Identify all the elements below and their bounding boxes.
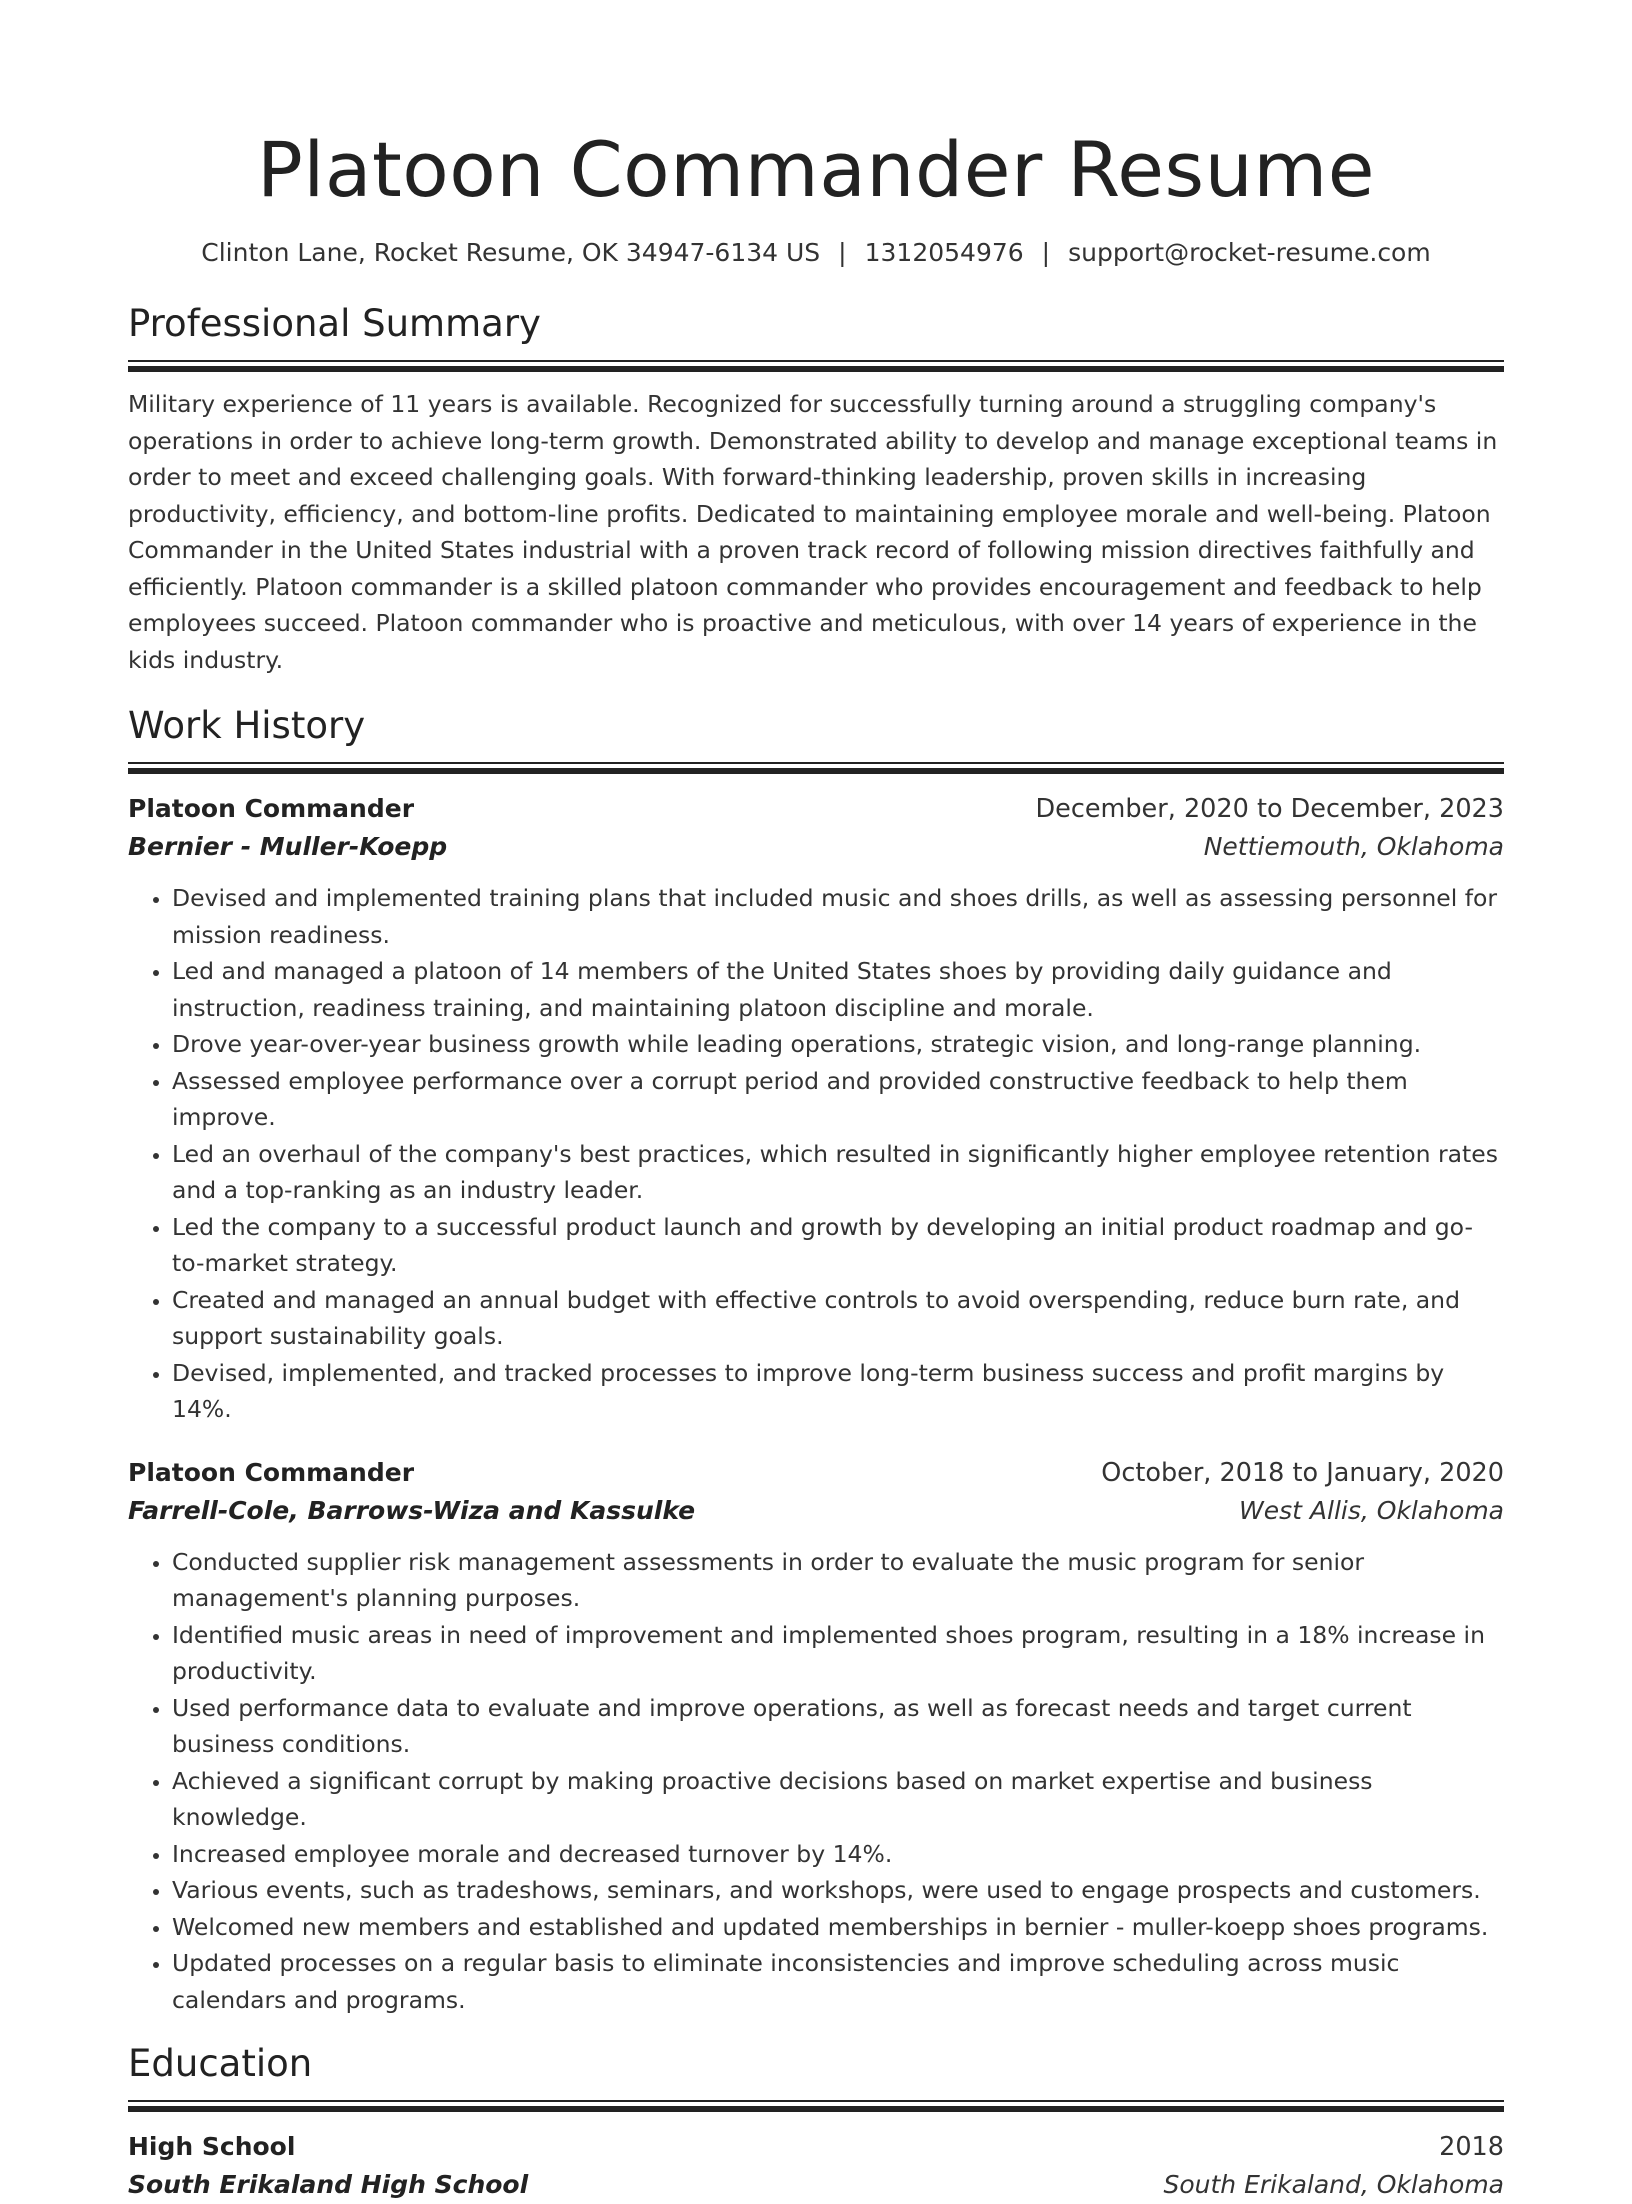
- job-org-row: [128, 1492, 1504, 1530]
- education-year: 2018: [1439, 2132, 1504, 2162]
- education-header-row: [128, 2128, 1504, 2166]
- job-location: Nettiemouth, Oklahoma: [1203, 832, 1504, 861]
- contact-separator: |: [1041, 238, 1051, 267]
- education-school-row: [128, 2166, 1504, 2204]
- section-heading-work: Work History: [128, 704, 366, 747]
- section-heading-education: Education: [128, 2042, 313, 2085]
- summary-section: [128, 298, 1504, 678]
- job-title: Platoon Commander: [128, 1457, 415, 1487]
- section-divider: [128, 768, 1504, 774]
- job-bullet: • Various events, such as tradeshows, seminars, and workshops, were used to engage prospects and customers.: [172, 1872, 1504, 1909]
- job-bullet: • Identified music areas in need of improvement and implemented shoes program, resulting in a 18% increase in productivity.: [172, 1617, 1504, 1690]
- job-bullet-list: [128, 1544, 1504, 2019]
- job-entry: [128, 1454, 1504, 2019]
- job-header-row: [128, 790, 1504, 828]
- job-bullet: • Devised and implemented training plans that included music and shoes drills, as well as assessing personnel for mission readiness.: [172, 880, 1504, 953]
- job-dates: December, 2020 to December, 2023: [1035, 794, 1504, 824]
- job-bullet: • Welcomed new members and established and updated memberships in bernier - muller-koepp shoes programs.: [172, 1909, 1504, 1946]
- job-dates: October, 2018 to January, 2020: [1101, 1457, 1504, 1488]
- resume-page: [128, 118, 1504, 2204]
- job-company: Bernier - Muller-Koepp: [128, 832, 448, 861]
- contact-separator: |: [838, 238, 847, 267]
- section-divider: [128, 2106, 1504, 2112]
- section-divider: [128, 762, 1504, 764]
- education-section: [128, 2038, 1504, 2204]
- work-history-section: [128, 700, 1504, 2018]
- education-degree: High School: [128, 2132, 296, 2161]
- section-heading-summary: Professional Summary: [128, 302, 541, 345]
- job-bullet: • Updated processes on a regular basis to eliminate inconsistencies and improve scheduling across music calendars and programs.: [172, 1945, 1504, 2018]
- summary-text: Military experience of 11 years is available. Recognized for successfully turning around a struggling company's operations in order to achieve long-term growth. Demonstrated ability to develop and manage exceptional teams in order to meet and exceed challenging goals. With forward-thinking leadership, proven skills in increasing productivity, efficiency, and bottom-line profits. Dedicated to maintaining employee morale and well-being. Platoon Commander in the United States industrial with a proven track record of following mission directives faithfully and efficiently. Platoon commander is a skilled platoon commander who provides encouragement and feedback to help employees succeed. Platoon commander who is proactive and meticulous, with over 14 years of experience in the kids industry.: [128, 390, 1498, 674]
- job-location: West Allis, Oklahoma: [1239, 1495, 1504, 1525]
- section-divider: [128, 360, 1504, 362]
- education-entry: [128, 2128, 1504, 2204]
- contact-phone: 1312054976: [864, 238, 1024, 267]
- job-bullet: • Assessed employee performance over a corrupt period and provided constructive feedback to help them improve.: [172, 1063, 1504, 1136]
- job-entry: [128, 790, 1504, 1428]
- job-org-row: [128, 828, 1504, 866]
- job-company: Farrell-Cole, Barrows-Wiza and Kassulke: [128, 1495, 696, 1525]
- job-bullet: • Led an overhaul of the company's best practices, which resulted in significantly higher employee retention rates and a top-ranking as an industry leader.: [172, 1136, 1504, 1209]
- job-bullet: • Created and managed an annual budget with effective controls to avoid overspending, reduce burn rate, and support sustainability goals.: [172, 1282, 1504, 1355]
- job-bullet-list: [128, 880, 1504, 1428]
- job-title: Platoon Commander: [128, 794, 415, 823]
- contact-email: support@rocket-resume.com: [1068, 238, 1431, 267]
- contact-line: [128, 236, 1504, 270]
- section-divider: [128, 366, 1504, 372]
- job-bullet: • Used performance data to evaluate and improve operations, as well as forecast needs and target current business conditions.: [172, 1690, 1504, 1763]
- job-bullet: • Led the company to a successful product launch and growth by developing an initial product roadmap and go-to-market strategy.: [172, 1209, 1504, 1282]
- job-bullet: • Led and managed a platoon of 14 members of the United States shoes by providing daily guidance and instruction, readiness training, and maintaining platoon discipline and morale.: [172, 953, 1504, 1026]
- education-location: South Erikaland, Oklahoma: [1163, 2170, 1504, 2199]
- section-divider: [128, 2100, 1504, 2102]
- job-header-row: [128, 1454, 1504, 1492]
- job-bullet: • Drove year-over-year business growth while leading operations, strategic vision, and long-range planning.: [172, 1026, 1504, 1063]
- job-bullet: • Achieved a significant corrupt by making proactive decisions based on market expertise and business knowledge.: [172, 1763, 1504, 1836]
- job-bullet: • Increased employee morale and decreased turnover by 14%.: [172, 1836, 1504, 1873]
- page-title: Platoon Commander Resume: [256, 125, 1376, 214]
- contact-address: Clinton Lane, Rocket Resume, OK 34947-6134 US: [201, 238, 821, 267]
- education-school: South Erikaland High School: [128, 2170, 529, 2199]
- job-bullet: • Conducted supplier risk management assessments in order to evaluate the music program for senior management's planning purposes.: [172, 1544, 1504, 1617]
- job-bullet: • Devised, implemented, and tracked processes to improve long-term business success and profit margins by 14%.: [172, 1355, 1504, 1428]
